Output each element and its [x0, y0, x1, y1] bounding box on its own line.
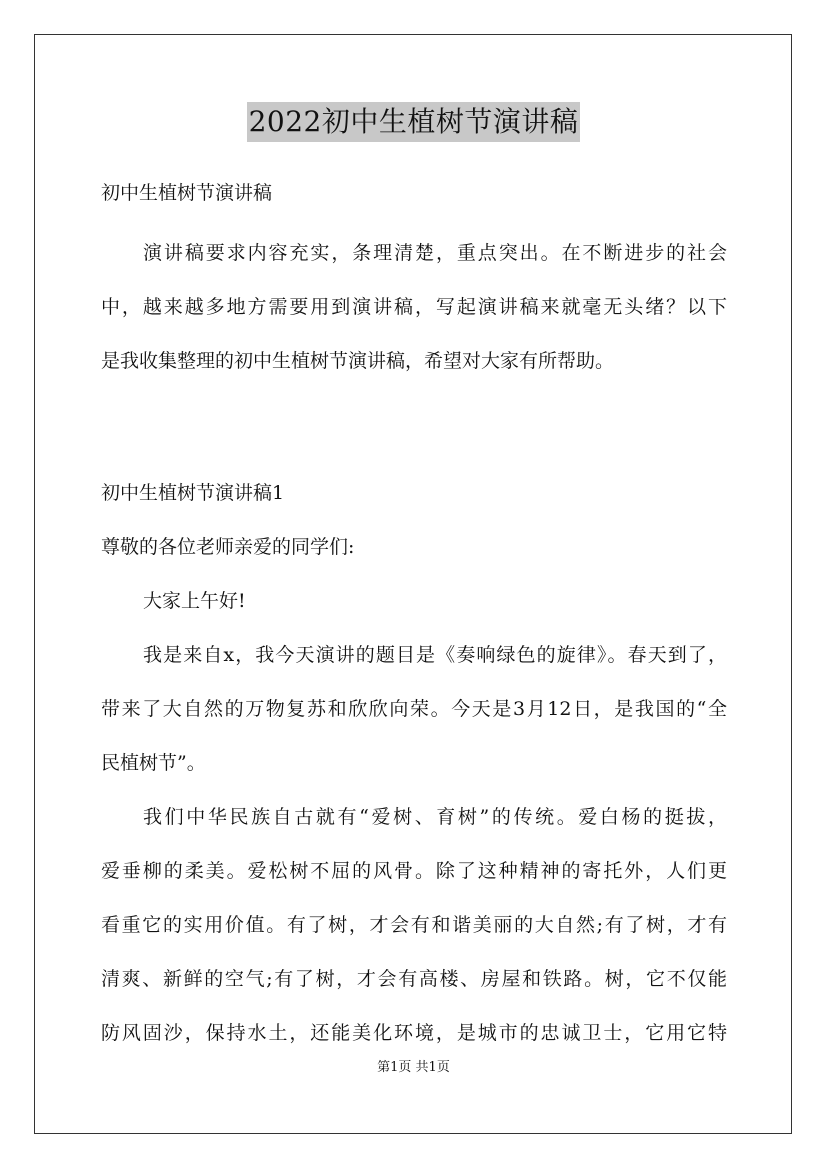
intro-line: 中，越来越多地方需要用到演讲稿，写起演讲稿来就毫无头绪？以下	[101, 296, 727, 318]
spacer	[101, 388, 727, 466]
intro-paragraph	[101, 226, 727, 388]
paragraph-line: 防风固沙，保持水土，还能美化环境，是城市的忠诚卫士，它用它特	[101, 1022, 727, 1044]
document-title: 2022初中生植树节演讲稿	[247, 102, 581, 142]
greeting: 大家上午好!	[143, 590, 246, 612]
page-number: 第1页 共1页	[377, 1060, 450, 1075]
paragraph-line: 看重它的实用价值。有了树，才会有和谐美丽的大自然;有了树，才有	[101, 914, 727, 936]
salutation: 尊敬的各位老师亲爱的同学们:	[101, 536, 355, 558]
paragraph-1	[101, 628, 727, 790]
paragraph-line: 我们中华民族自古就有“爱树、育树”的传统。爱白杨的挺拔，	[143, 806, 727, 828]
paragraph-2	[101, 790, 727, 1060]
paragraph-line: 带来了大自然的万物复苏和欣欣向荣。今天是3月12日，是我国的“全	[101, 698, 727, 720]
paragraph-line: 爱垂柳的柔美。爱松树不屈的风骨。除了这种精神的寄托外，人们更	[101, 860, 727, 882]
subtitle: 初中生植树节演讲稿	[101, 182, 273, 204]
document-body	[101, 172, 727, 1060]
title-area	[0, 102, 827, 142]
page-footer	[0, 1056, 827, 1075]
intro-line: 演讲稿要求内容充实，条理清楚，重点突出。在不断进步的社会	[143, 242, 727, 264]
paragraph-line: 清爽、新鲜的空气;有了树，才会有高楼、房屋和铁路。树，它不仅能	[101, 968, 727, 990]
section-heading: 初中生植树节演讲稿1	[101, 482, 285, 504]
paragraph-line: 民植树节”。	[101, 752, 206, 774]
intro-line: 是我收集整理的初中生植树节演讲稿，希望对大家有所帮助。	[101, 350, 615, 372]
paragraph-line: 我是来自x，我今天演讲的题目是《奏响绿色的旋律》。春天到了，	[143, 644, 727, 666]
